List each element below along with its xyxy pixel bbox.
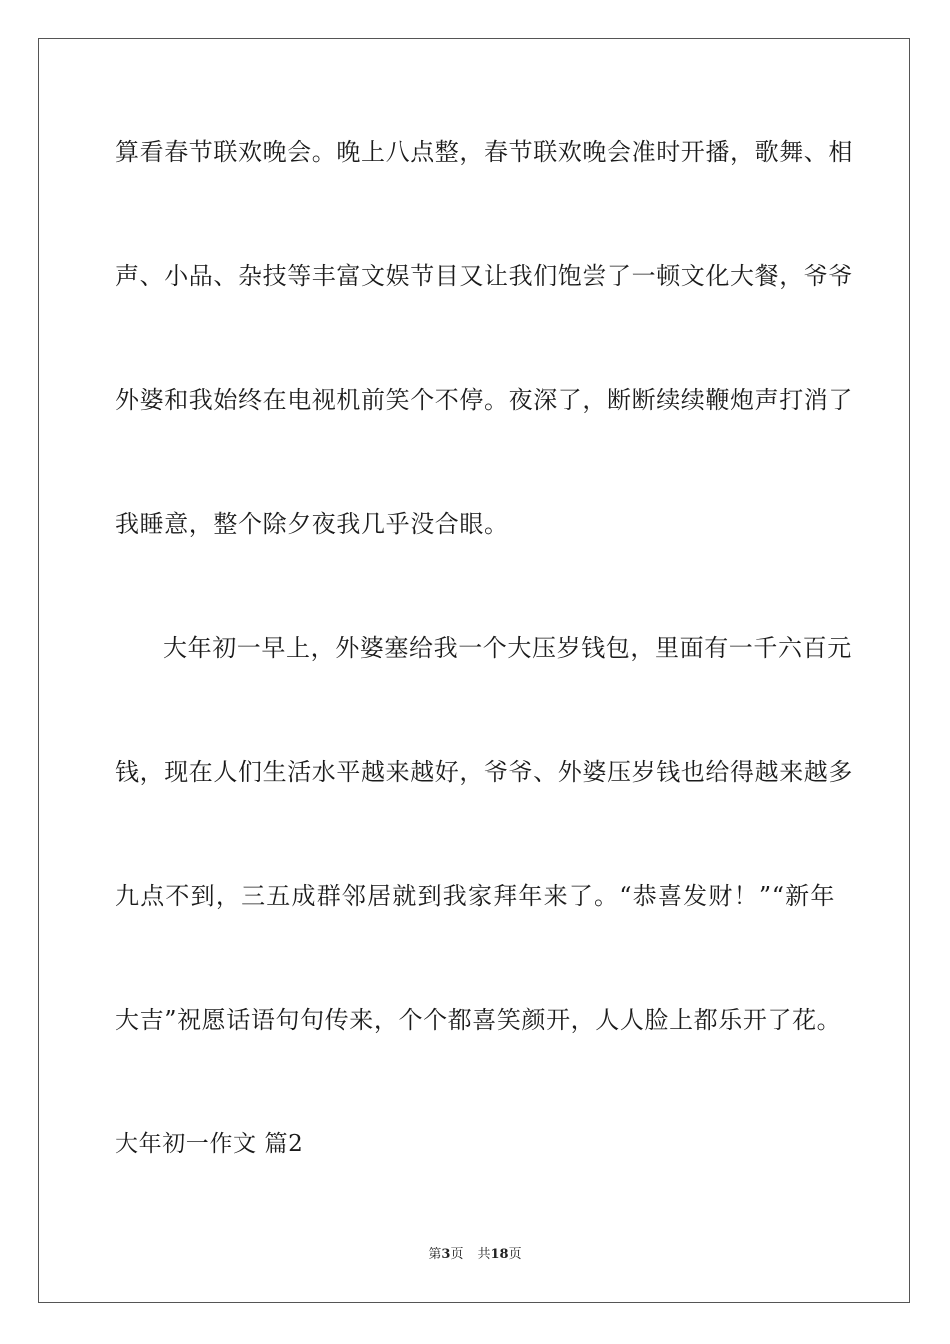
page-footer — [0, 1246, 950, 1264]
body-line-7: 九点不到，三五成群邻居就到我家拜年来了。“恭喜发财！”“新年 — [115, 882, 835, 910]
body-line-2: 声、小品、杂技等丰富文娱节目又让我们饱尝了一顿文化大餐，爷爷 — [115, 262, 853, 290]
footer-total-pages: 18 — [490, 1247, 509, 1262]
body-line-4: 我睡意，整个除夕夜我几乎没合眼。 — [115, 510, 509, 538]
page-border — [38, 38, 910, 1303]
footer-total-prefix: 共 — [477, 1247, 491, 1262]
body-line-6: 钱，现在人们生活水平越来越好，爷爷、外婆压岁钱也给得越来越多 — [115, 758, 853, 786]
body-line-5-paragraph-start: 大年初一早上，外婆塞给我一个大压岁钱包，里面有一千六百元 — [163, 634, 852, 662]
section-heading: 大年初一作文 篇2 — [115, 1131, 304, 1157]
footer-total-suffix: 页 — [508, 1247, 522, 1262]
body-line-1: 算看春节联欢晚会。晚上八点整，春节联欢晚会准时开播，歌舞、相 — [115, 138, 853, 166]
body-line-8: 大吉”祝愿话语句句传来，个个都喜笑颜开，人人脸上都乐开了花。 — [115, 1006, 842, 1034]
body-line-3: 外婆和我始终在电视机前笑个不停。夜深了，断断续续鞭炮声打消了 — [115, 386, 853, 414]
footer-page-number: 3 — [441, 1247, 451, 1262]
footer-page-suffix: 页 — [450, 1247, 464, 1262]
footer-page-prefix: 第 — [428, 1247, 442, 1262]
